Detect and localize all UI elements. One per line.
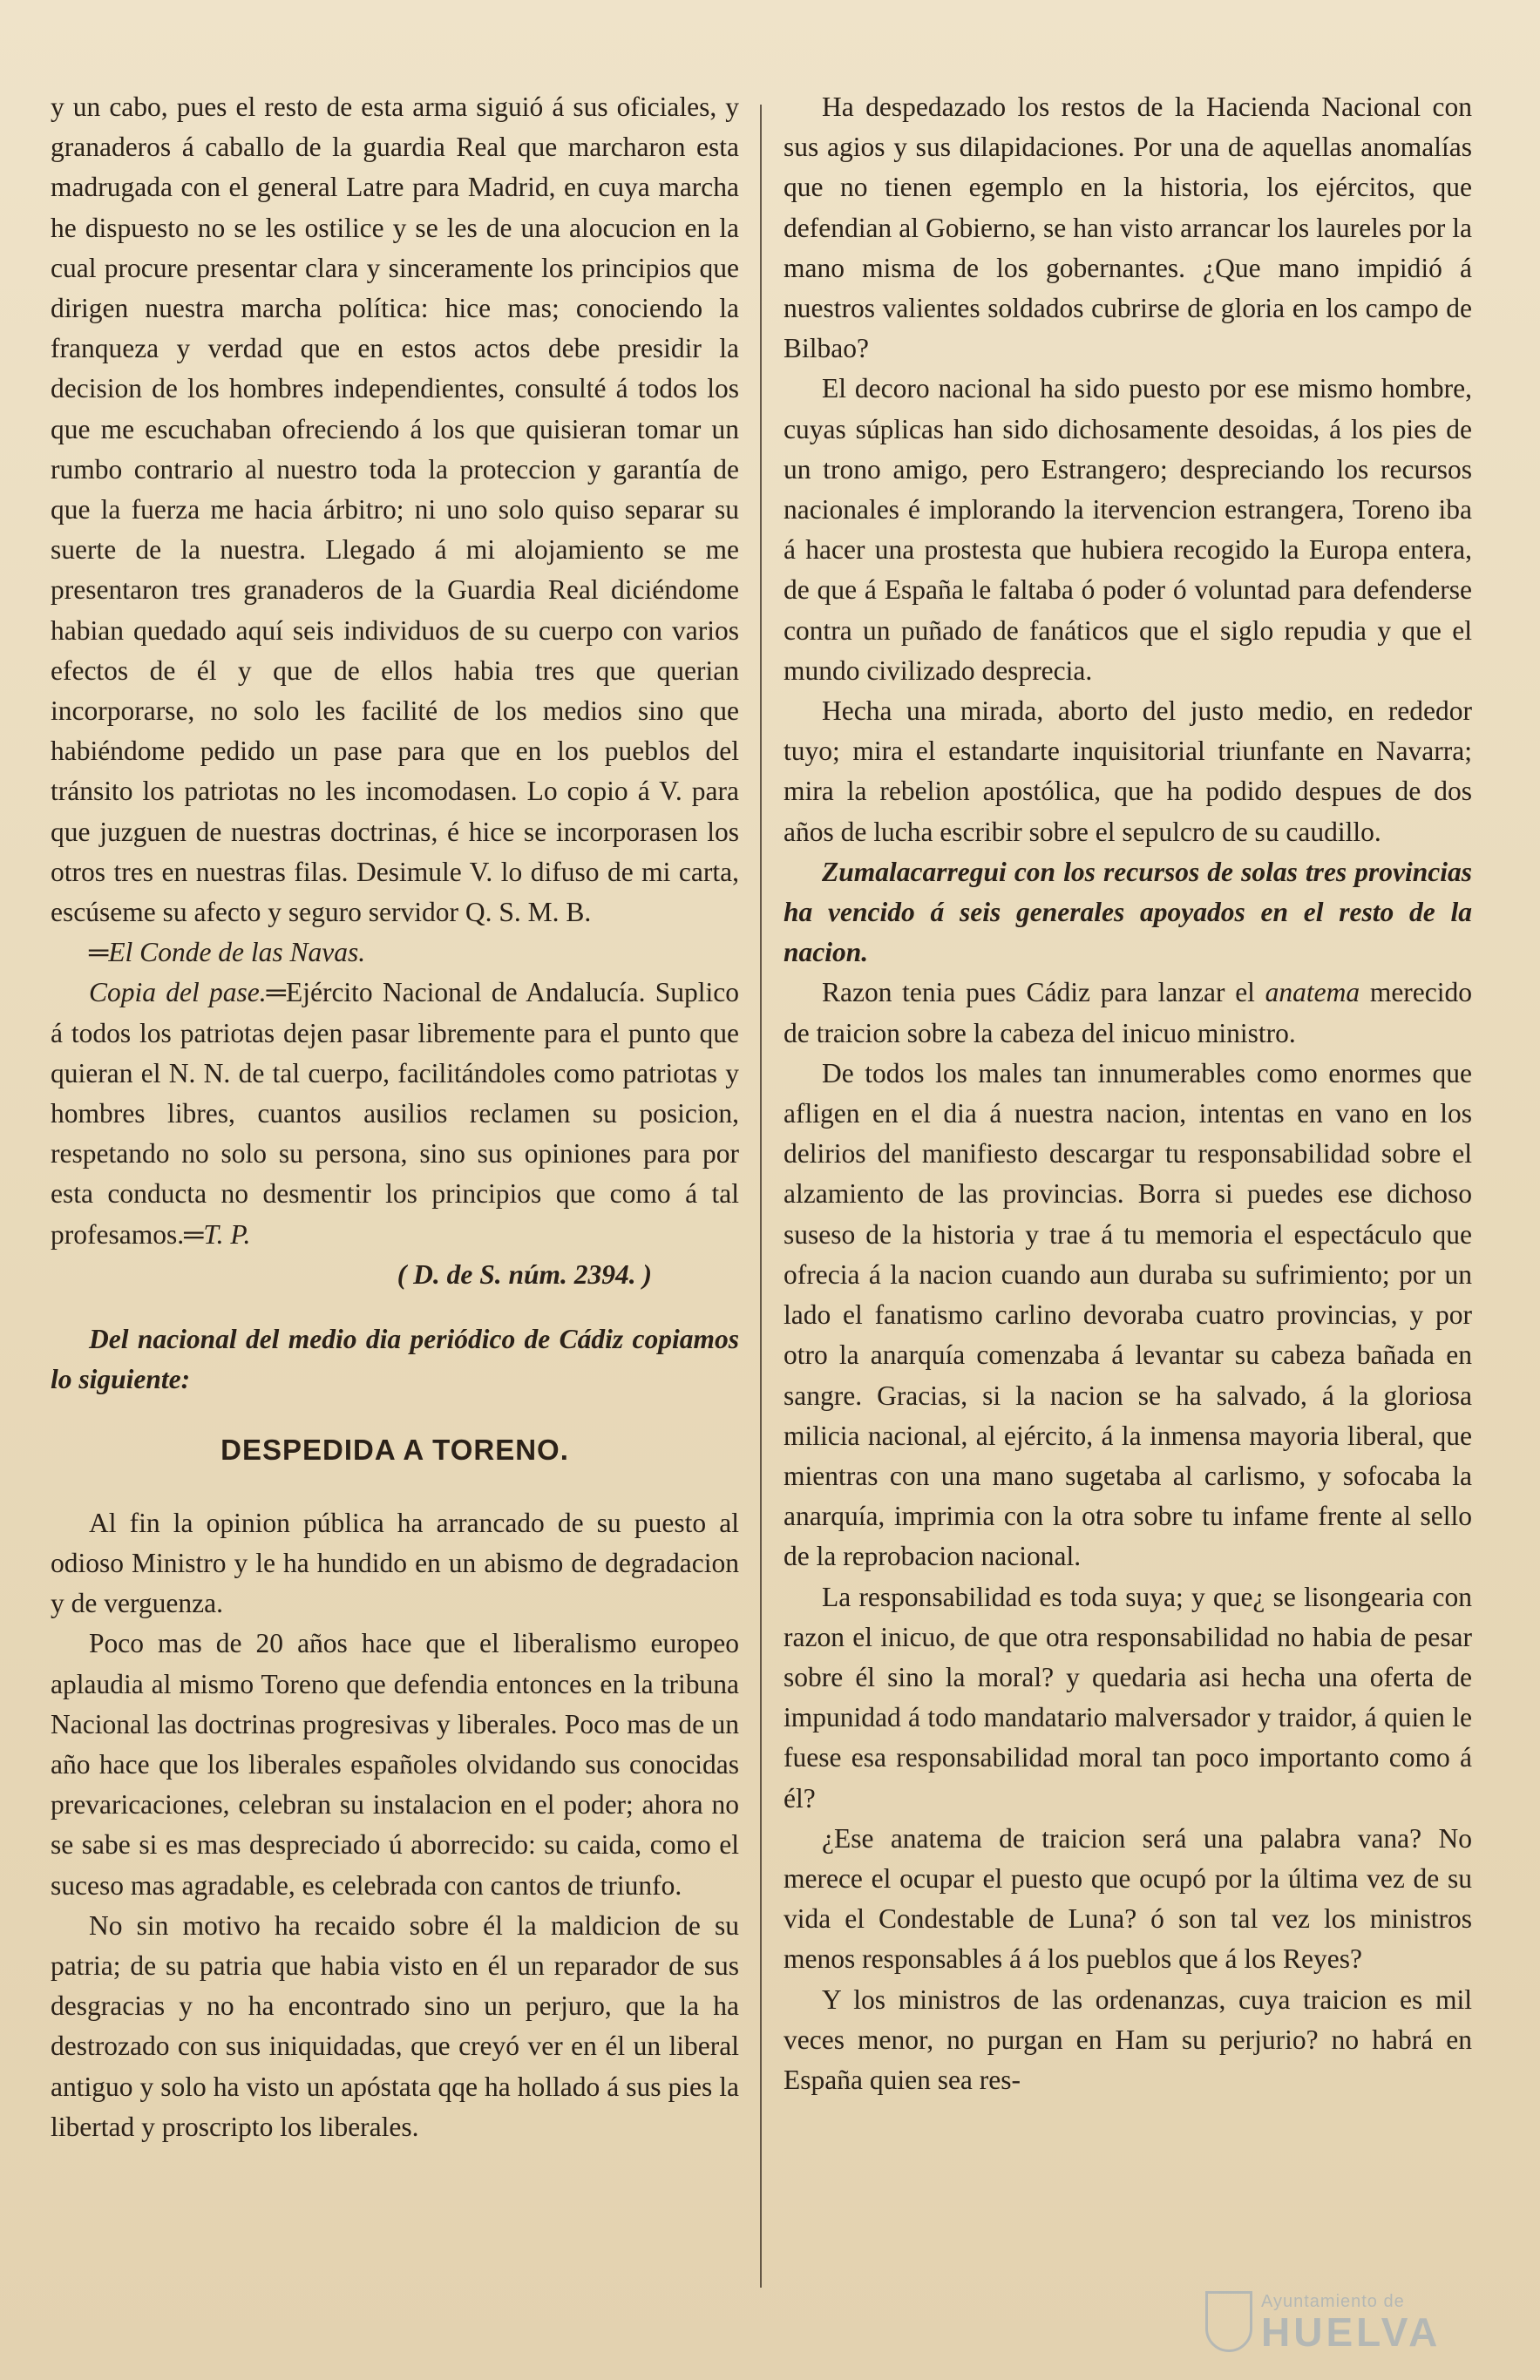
pass-copy-paragraph bbox=[51, 973, 739, 1254]
article-paragraph: Y los ministros de las ordenanzas, cuya traicion es mil veces menor, no purgan en Ham su perjurio? no habrá en España quien sea res- bbox=[784, 1983, 1472, 2095]
article-paragraph: Al fin la opinion pública ha arrancado de su puesto al odioso Ministro y le ha hundido en un abismo de degradacion y de verguenza. bbox=[51, 1507, 739, 1619]
article-paragraph: El decoro nacional ha sido puesto por ese mismo hombre, cuyas súplicas han sido dichosamente desoidas, á los pies de un trono amigo, pero Estrangero; despreciando los recursos nacionales é implorando la itervencion estrangera, Toreno iba á hacer una prostesta que hubiera recogido la Europa entera, de que á España le faltaba ó poder ó voluntad para defenderse contra un puñado de fanáticos que el siglo repudia y que el mundo civilizado desprecia. bbox=[784, 373, 1472, 686]
right-column bbox=[784, 87, 1472, 2100]
article-paragraph bbox=[784, 973, 1472, 1053]
anatema-text-b: merecido de traicion sobre la cabeza del inicuo ministro. bbox=[784, 977, 1473, 1048]
article-lead: Del nacional del medio dia periódico de Cádiz copiamos lo siguiente: bbox=[51, 1324, 739, 1395]
letter-paragraph: y un cabo, pues el resto de esta arma siguió á sus oficiales, y granaderos á caballo de la guardia Real que marcharon esta madrugada con el general Latre para Madrid, en cuya marcha he dispuesto no se les ostilice y se les de una alocucion en la cual procure presentar clara y sinceramente los principios que dirigen nuestra marcha política: hice mas; conociendo la franqueza y verdad que en estos actos debe presidir la decision de los hombres independientes, consulté á todos los que me escuchaban ofreciendo á los que quisieran tomar un rumbo contrario al nuestro toda la proteccion y garantía de que la fuerza me hacia árbitro; ni uno solo quiso separar su suerte de la nuestra. Llegado á mi alojamiento se me presentaron tres granaderos de la Guardia Real diciéndome habian quedado aquí seis individuos de su cuerpo con varios efectos de él y que de ellos habia tres que querian incorporarse, no solo les facilité de los medios sino que habiéndome pedido un pase para que en los pueblos del tránsito los patriotas no les incomodasen. Lo copio á V. para que juzguen de nuestras doctrinas, é hice se incorporasen los otros tres en nuestras filas. Desimule V. lo difuso de mi carta, escúseme su afecto y seguro servidor Q. S. M. B. bbox=[51, 92, 739, 928]
anatema-text-a: Razon tenia pues Cádiz para lanzar el bbox=[822, 977, 1265, 1008]
article-quote: Zumalacarregui con los recursos de solas tres provincias ha vencido á seis generales apoyados en el resto de la nacion. bbox=[784, 856, 1472, 968]
watermark-text bbox=[1261, 2291, 1442, 2355]
article-paragraph: De todos los males tan innumerables como enormes que afligen en el dia á nuestra nacion, intentas en vano en los delirios del manifiesto descargar tu responsabilidad sobre el alzamiento de las provincias. Borra si puedes ese dichoso suseso de la historia y trae á tu memoria el espectáculo que ofrecia á la nacion cuando aun duraba su sufrimiento; por un lado el fanatismo carlino devoraba cuatro provincias, y por otro la anarquía comenzaba á levantar su cabeza bañada en sangre. Gracias, si la nacion se ha salvado, á la gloriosa milicia nacional, al ejército, á la inmensa mayoria liberal, que mientras con una mano sugetaba al carlismo, y sofocaba la anarquía, imprimia con la otra sobre tu infame frente al sello de la reprobacion nacional. bbox=[784, 1057, 1472, 1572]
article-paragraph: No sin motivo ha recaido sobre él la maldicion de su patria; de su patria que habia visto en él un reparador de sus desgracias y no ha encontrado sino un perjuro, que la ha destrozado con sus iniquidadas, que creyó ver en él un liberal antiguo y solo ha visto un apóstata qqe ha hollado á sus pies la libertad y proscripto los liberales. bbox=[51, 1909, 739, 2142]
pass-copy-label: Copia del pase. bbox=[89, 977, 267, 1008]
archive-watermark bbox=[1205, 2284, 1493, 2359]
column-divider bbox=[760, 105, 762, 2288]
article-paragraph: Hecha una mirada, aborto del justo medio, en rededor tuyo; mira el estandarte inquisitorial triunfante en Navarra; mira la rebelion apostólica, que ha podido despues de dos años de lucha escribir sobre el sepulcro de su caudillo. bbox=[784, 695, 1472, 847]
watermark-bottom: HUELVA bbox=[1261, 2309, 1442, 2355]
pass-copy-text: ═Ejército Nacional de Andalucía. Suplico á todos los patriotas dejen pasar libremente para el punto que quieran el N. N. de tal cuerpo, facilitándoles como patriotas y hombres libres, cuantos ausilios reclamen su posicion, respetando no solo su persona, sino sus opiniones para por esta conducta no desmentir los principios que como á tal profesamos. bbox=[51, 977, 739, 1250]
article-paragraph: La responsabilidad es toda suya; y que¿ se lisongearia con razon el inicuo, de que otra responsabilidad no habia de pesar sobre él sino la moral? y quedaria asi hecha una oferta de impunidad á todo mandatario malversador y traidor, á quien le fuese esa responsabilidad moral tan poco importanto como á él? bbox=[784, 1581, 1472, 1814]
article-heading: DESPEDIDA A TORENO. bbox=[220, 1433, 569, 1466]
shield-icon bbox=[1205, 2291, 1252, 2352]
watermark-top: Ayuntamiento de bbox=[1261, 2291, 1405, 2311]
article-paragraph: Poco mas de 20 años hace que el liberalismo europeo aplaudia al mismo Toreno que defendia entonces en la tribuna Nacional las doctrinas progresivas y liberales. Poco mas de un año hace que los liberales españoles olvidando sus conocidas prevaricaciones, celebran su instalacion en el poder; ahora no se sabe si es mas despreciado ú aborrecido: su caida, como el suceso mas agradable, es celebrada con cantos de triunfo. bbox=[51, 1628, 739, 1901]
article-paragraph: Ha despedazado los restos de la Hacienda Nacional con sus agios y sus dilapidaciones. Por una de aquellas anomalías que no tienen egemplo en la historia, los ejércitos, que defendian al Gobierno, se han visto arrancar los laureles por la mano misma de los gobernantes. ¿Que mano impidió á nuestros valientes soldados cubrirse de gloria en los campo de Bilbao? bbox=[784, 92, 1472, 364]
source-reference: ( D. de S. núm. 2394. ) bbox=[397, 1258, 652, 1290]
pass-copy-end: ═T. P. bbox=[184, 1218, 251, 1250]
article-paragraph: ¿Ese anatema de traicion será una palabra vana? No merece el ocupar el puesto que ocupó por la última vez de su vida el Condestable de Luna? ó son tal vez los ministros menos responsables á á los pueblos que á los Reyes? bbox=[784, 1822, 1472, 1975]
letter-signature: ═El Conde de las Navas. bbox=[89, 937, 366, 968]
left-column bbox=[51, 87, 739, 2147]
anatema-emphasis: anatema bbox=[1265, 977, 1360, 1008]
